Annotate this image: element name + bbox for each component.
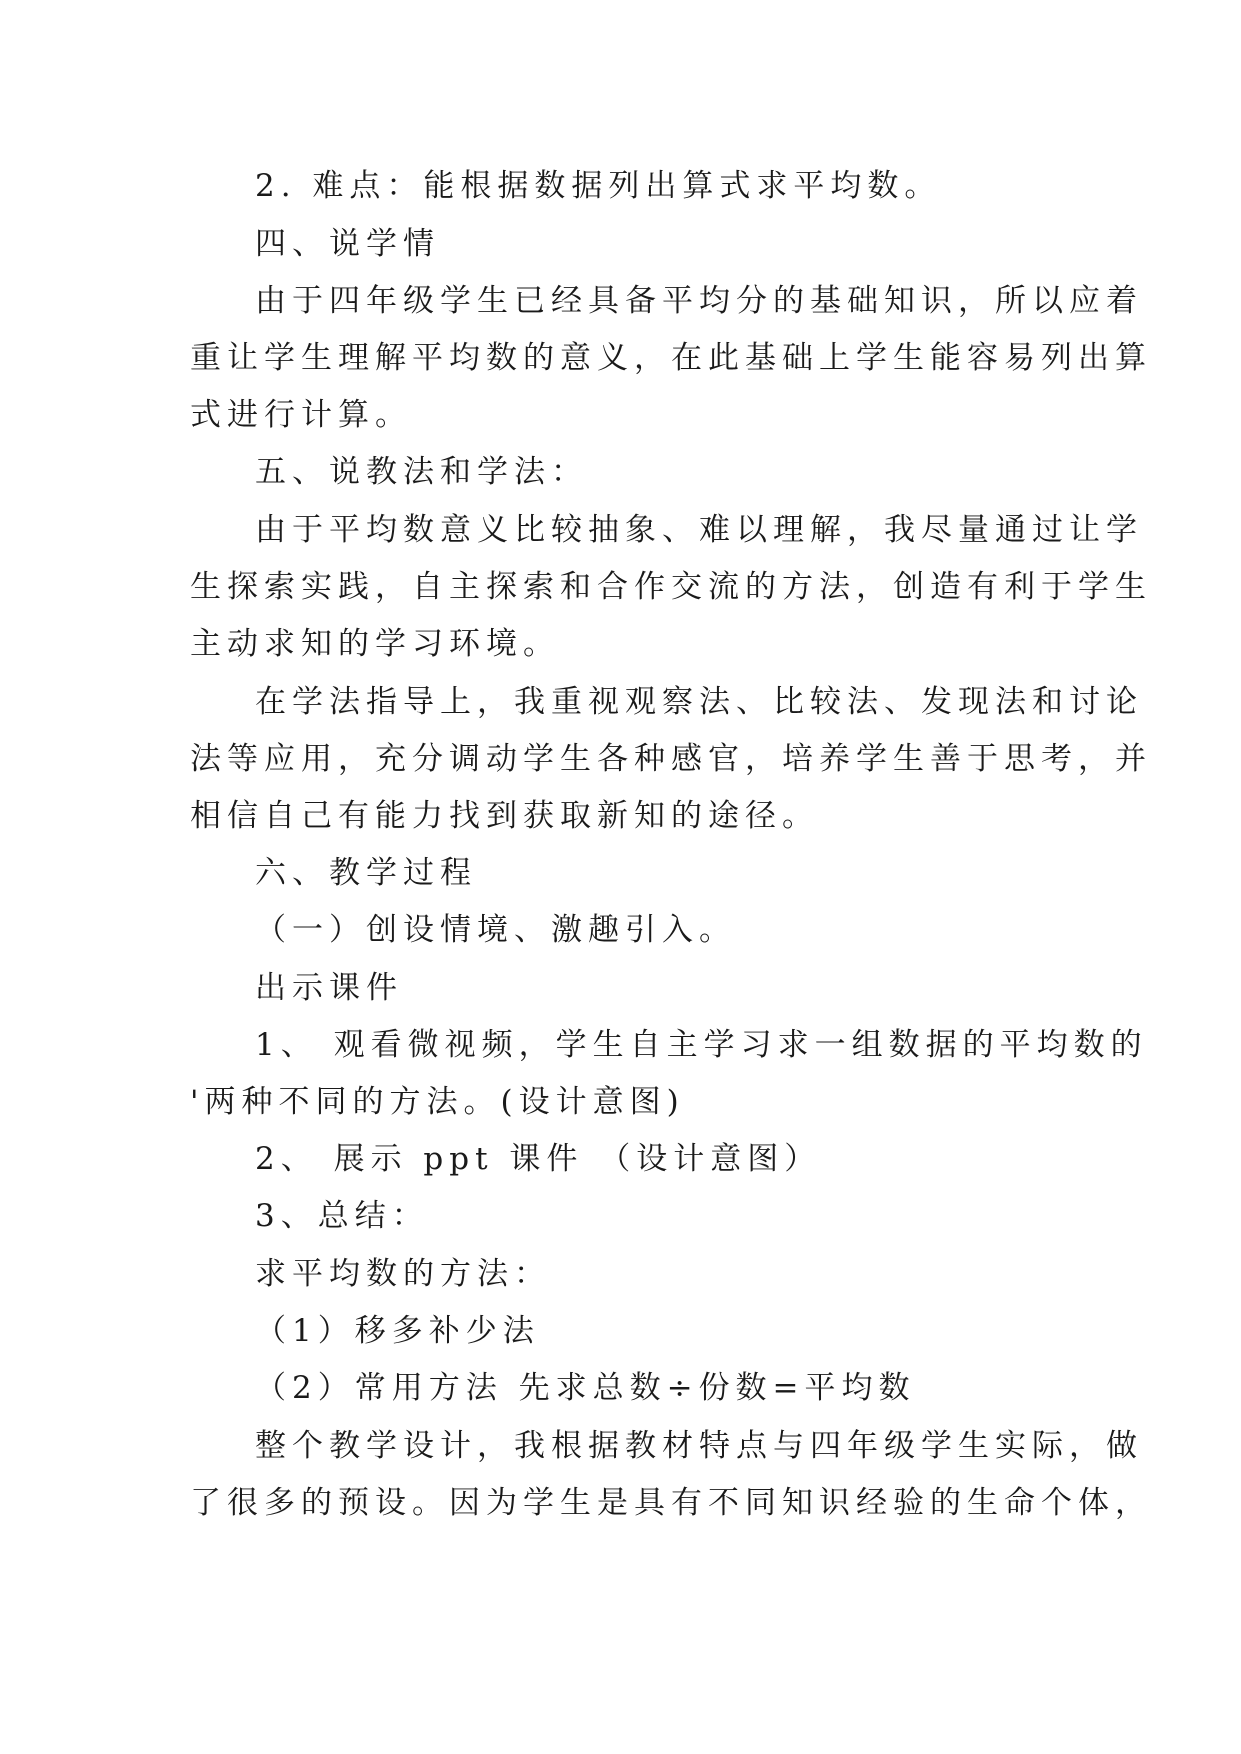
text-line: 式进行计算。 [190,397,412,433]
text-line: 整个教学设计，我根据教材特点与四年级学生实际，做 [255,1428,1143,1464]
subheading-scenario: （一）创设情境、激趣引入。 [255,912,736,948]
text-line: 主动求知的学习环境。 [190,626,560,662]
list-item-3: 3、总结： [255,1198,429,1234]
heading-teaching-methods: 五、说教法和学法： [255,454,588,490]
text-line: 求平均数的方法： [255,1256,551,1292]
text-line: 在学法指导上，我重视观察法、比较法、发现法和讨论 [255,684,1143,720]
text-line: 相信自己有能力找到获取新知的途径。 [190,798,819,834]
text-line: 由于四年级学生已经具备平均分的基础知识，所以应着 [255,283,1143,319]
text-line: 由于平均数意义比较抽象、难以理解，我尽量通过让学 [255,512,1143,548]
list-item-1: 1、 观看微视频，学生自主学习求一组数据的平均数的 [255,1027,1148,1063]
heading-student-analysis: 四、说学情 [255,226,440,262]
method-item-2: （2）常用方法 先求总数÷份数=平均数 [255,1370,916,1406]
text-line: 法等应用，充分调动学生各种感官，培养学生善于思考，并 [190,741,1152,777]
heading-teaching-process: 六、教学过程 [255,855,477,891]
method-item-1: （1）移多补少法 [255,1313,540,1349]
text-line: 了很多的预设。因为学生是具有不同知识经验的生命个体， [190,1485,1152,1521]
text-line: 出示课件 [255,970,403,1006]
text-line: 重让学生理解平均数的意义，在此基础上学生能容易列出算 [190,340,1152,376]
text-line: '两种不同的方法。(设计意图) [190,1084,685,1120]
list-item-2: 2、 展示 ppt 课件 （设计意图） [255,1141,822,1177]
text-line: 生探索实践，自主探索和合作交流的方法，创造有利于学生 [190,569,1152,605]
text-line-difficulty: 2. 难点：能根据数据列出算式求平均数。 [255,168,942,204]
